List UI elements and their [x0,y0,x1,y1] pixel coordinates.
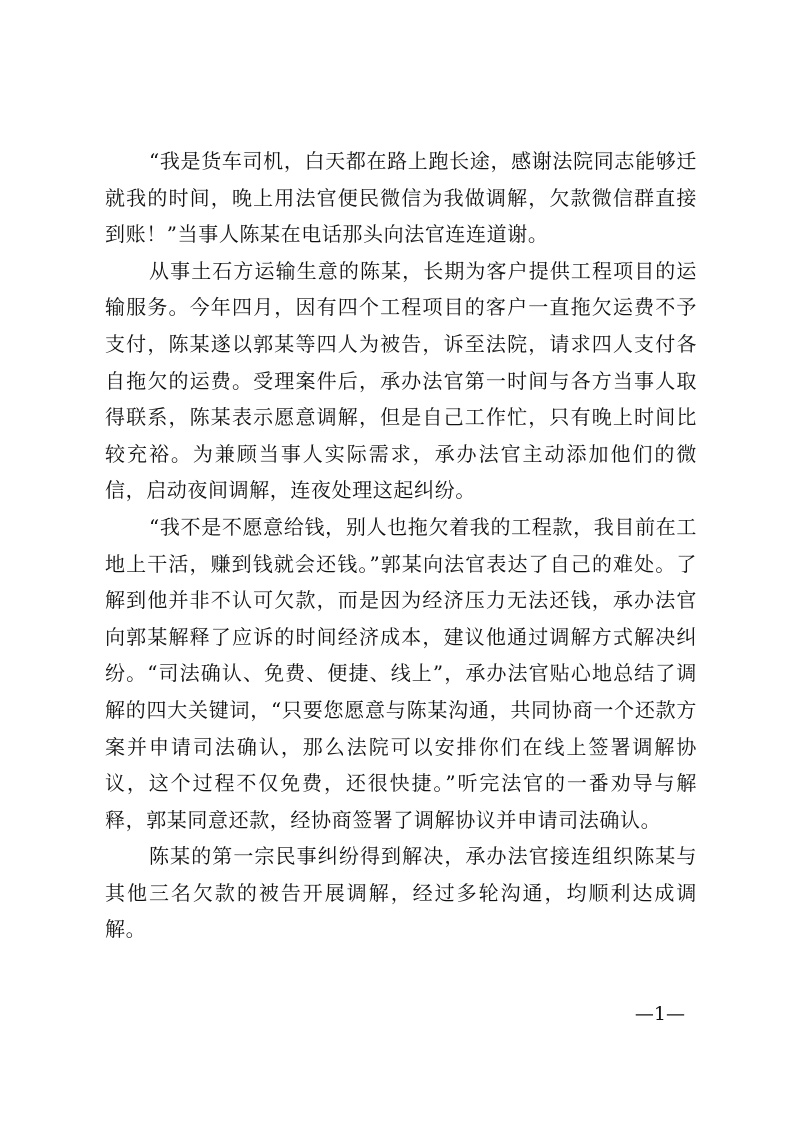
paragraph-2: 从事土石方运输生意的陈某，长期为客户提供工程项目的运输服务。今年四月，因有四个工程项目的客户一直拖欠运费不予支付，陈某遂以郭某等四人为被告，诉至法院，请求四人支付各自拖欠的运费。受理案件后，承办法官第一时间与各方当事人取得联系，陈某表示愿意调解，但是自己工作忙，只有晚上时间比较充裕。为兼顾当事人实际需求，承办法官主动添加他们的微信，启动夜间调解，连夜处理这起纠纷。 [105,258,697,503]
paragraph-3: “我不是不愿意给钱，别人也拖欠着我的工程款，我目前在工地上干活，赚到钱就会还钱。”郭某向法官表达了自己的难处。了解到他并非不认可欠款，而是因为经济压力无法还钱，承办法官向郭某解释了应诉的时间经济成本，建议他通过调解方式解决纠纷。“司法确认、免费、便捷、线上”，承办法官贴心地总结了调解的四大关键词，“只要您愿意与陈某沟通，共同协商一个还款方案并申请司法确认，那么法院可以安排你们在线上签署调解协议，这个过程不仅免费，还很快捷。”听完法官的一番劝导与解释，郭某同意还款，经协商签署了调解协议并申请司法确认。 [105,514,697,832]
document-body [105,143,697,948]
page-number: —1— [634,1003,685,1025]
paragraph-1: “我是货车司机，白天都在路上跑长途，感谢法院同志能够迁就我的时间，晚上用法官便民微信为我做调解，欠款微信群直接到账！”当事人陈某在电话那头向法官连连道谢。 [105,149,697,247]
paragraph-4: 陈某的第一宗民事纠纷得到解决，承办法官接连组织陈某与其他三名欠款的被告开展调解，经过多轮沟通，均顺利达成调解。 [105,844,697,942]
